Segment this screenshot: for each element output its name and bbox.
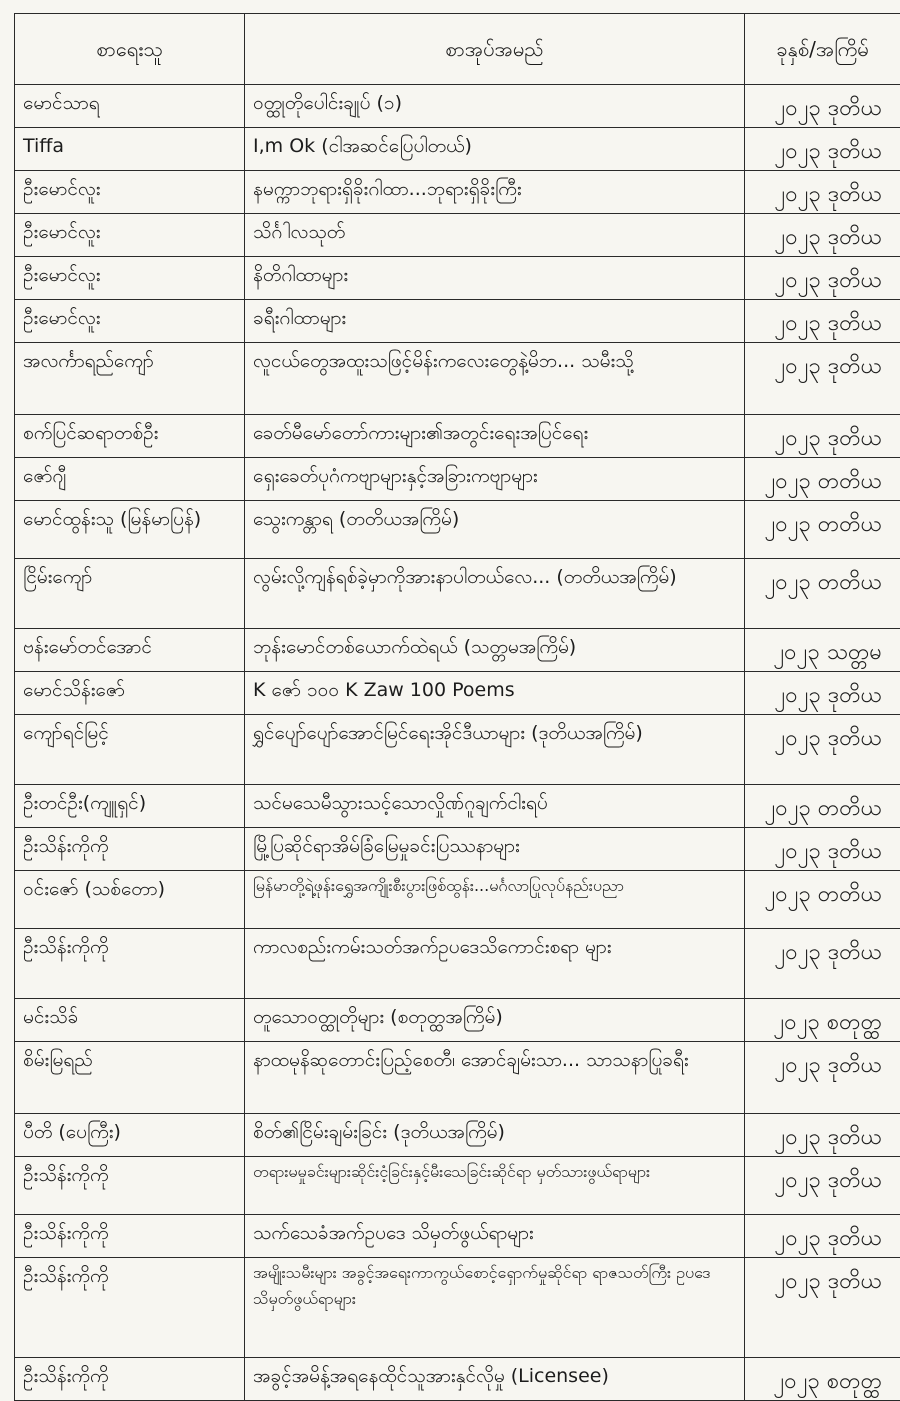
- table-row: [15, 1042, 900, 1114]
- author-cell: ဦးမောင်လူး: [15, 214, 245, 257]
- table-row: [15, 715, 900, 785]
- edition-cell: ၂၀၂၃ ဒုတိယ: [745, 929, 900, 999]
- table-row: [15, 629, 900, 672]
- title-cell: ကာလစည်းကမ်းသတ်အက်ဥပဒေသိကောင်းစရာ များ: [245, 929, 745, 999]
- header-row: [15, 14, 900, 85]
- author-cell: မောင်သိန်းဇော်: [15, 672, 245, 715]
- edition-cell: ၂၀၂၃ ဒုတိယ: [745, 1114, 900, 1157]
- title-cell: သွေးကန္တာရ (တတိယအကြိမ်): [245, 501, 745, 559]
- edition-cell: ၂၀၂၃ တတိယ: [745, 458, 900, 501]
- author-cell: ဦးသိန်းကိုကို: [15, 1358, 245, 1401]
- table-row: [15, 501, 900, 559]
- title-cell: ဘုန်းမောင်တစ်ယောက်ထဲရယ် (သတ္တမအကြိမ်): [245, 629, 745, 672]
- edition-cell: ၂၀၂၃ တတိယ: [745, 559, 900, 629]
- author-cell: ငြိမ်းကျော်: [15, 559, 245, 629]
- title-cell: တူသောဝတ္ထုတိုများ (စတုတ္ထအကြိမ်): [245, 999, 745, 1042]
- edition-cell: ၂၀၂၃ ဒုတိယ: [745, 715, 900, 785]
- edition-cell: ၂၀၂၃ တတိယ: [745, 501, 900, 559]
- title-cell: အခွင့်အမိန့်အရနေထိုင်သူအားနှင်လိုမှု (Licensee): [245, 1358, 745, 1401]
- table-row: [15, 1258, 900, 1358]
- title-cell: K ဇော် ၁၀၀ K Zaw 100 Poems: [245, 672, 745, 715]
- table-row: [15, 415, 900, 458]
- title-cell: လူငယ်တွေအထူးသဖြင့်မိန်းကလေးတွေနဲ့မိဘ... သမီးသို့: [245, 343, 745, 415]
- author-cell: ဦးသိန်းကိုကို: [15, 929, 245, 999]
- author-cell: ဝင်းဇော် (သစ်တော): [15, 871, 245, 929]
- author-cell: Tiffa: [15, 128, 245, 171]
- table-row: [15, 929, 900, 999]
- title-cell: ခရီးဂါထာများ: [245, 300, 745, 343]
- title-cell: သိင်္ဂါလသုတ်: [245, 214, 745, 257]
- author-cell: ဦးမောင်လူး: [15, 300, 245, 343]
- table-row: [15, 214, 900, 257]
- title-cell: လွမ်းလို့ကျန်ရစ်ခဲ့မှာကိုအားနာပါတယ်လေ... (တတိယအကြိမ်): [245, 559, 745, 629]
- table-row: [15, 672, 900, 715]
- author-cell: မောင်သာရ: [15, 85, 245, 128]
- edition-cell: ၂၀၂၃ ဒုတိယ: [745, 300, 900, 343]
- title-cell: နာထမုနိဆုတောင်းပြည့်စေတီ၊ အောင်ချမ်းသာ... သာသနာပြုခရီး: [245, 1042, 745, 1114]
- table-row: [15, 785, 900, 828]
- header-title: စာအုပ်အမည်: [245, 14, 745, 85]
- title-cell: ရှေးခေတ်ပုဂံကဗျာများနှင့်အခြားကဗျာများ: [245, 458, 745, 501]
- table-row: [15, 1358, 900, 1401]
- author-cell: မင်းသိခ်: [15, 999, 245, 1042]
- edition-cell: ၂၀၂၃ စတုတ္ထ: [745, 1358, 900, 1401]
- author-cell: ဦးတင်ဦး(ကျူရှင်): [15, 785, 245, 828]
- table-row: [15, 1157, 900, 1215]
- table-row: [15, 85, 900, 128]
- title-cell: I,m Ok (ငါအဆင်ပြေပါတယ်): [245, 128, 745, 171]
- edition-cell: ၂၀၂၃ ဒုတိယ: [745, 128, 900, 171]
- edition-cell: ၂၀၂၃ ဒုတိယ: [745, 257, 900, 300]
- edition-cell: ၂၀၂၃ ဒုတိယ: [745, 828, 900, 871]
- title-cell: နမက္ကာဘုရားရှိခိုးဂါထာ...ဘုရားရှိခိုးကြီး: [245, 171, 745, 214]
- edition-cell: ၂၀၂၃ ဒုတိယ: [745, 1215, 900, 1258]
- table-row: [15, 458, 900, 501]
- document-page: [14, 13, 900, 1401]
- table-row: [15, 999, 900, 1042]
- author-cell: ကျော်ရင်မြင့်: [15, 715, 245, 785]
- header-author: စာရေးသူ: [15, 14, 245, 85]
- edition-cell: ၂၀၂၃ ဒုတိယ: [745, 1258, 900, 1358]
- table-row: [15, 828, 900, 871]
- table-row: [15, 871, 900, 929]
- table-row: [15, 128, 900, 171]
- author-cell: ပီတိ (ပေကြီး): [15, 1114, 245, 1157]
- edition-cell: ၂၀၂၃ ဒုတိယ: [745, 171, 900, 214]
- edition-cell: ၂၀၂၃ တတိယ: [745, 871, 900, 929]
- book-list-table: [14, 13, 900, 1401]
- edition-cell: ၂၀၂၃ ဒုတိယ: [745, 1157, 900, 1215]
- title-cell: နိတိဂါထာများ: [245, 257, 745, 300]
- table-row: [15, 257, 900, 300]
- author-cell: ဦးမောင်လူး: [15, 257, 245, 300]
- author-cell: စက်ပြင်ဆရာတစ်ဦး: [15, 415, 245, 458]
- title-cell: သင်မသေမီသွားသင့်သောလှိုဏ်ဂူချက်ငါးရပ်: [245, 785, 745, 828]
- author-cell: ဦးမောင်လူး: [15, 171, 245, 214]
- title-cell: သက်သေခံအက်ဥပဒေ သိမှတ်ဖွယ်ရာများ: [245, 1215, 745, 1258]
- author-cell: မောင်ထွန်းသူ (မြန်မာပြန်): [15, 501, 245, 559]
- title-cell: ဝတ္ထုတိုပေါင်းချုပ် (၁): [245, 85, 745, 128]
- table-row: [15, 171, 900, 214]
- author-cell: အလင်္ကာရည်ကျော်: [15, 343, 245, 415]
- title-cell: ခေတ်မီမော်တော်ကားများ၏အတွင်းရေးအပြင်ရေး: [245, 415, 745, 458]
- author-cell: ဦးသိန်းကိုကို: [15, 1215, 245, 1258]
- edition-cell: ၂၀၂၃ ဒုတိယ: [745, 343, 900, 415]
- edition-cell: ၂၀၂၃ ဒုတိယ: [745, 85, 900, 128]
- author-cell: ဇော်ဂျီ: [15, 458, 245, 501]
- title-cell: မြန်မာတို့ရဲ့ဖုန်းရွှေအကျိုးစီးပွားဖြစ်ထွန်း...မင်္ဂလာပြုလုပ်နည်းပညာ: [245, 871, 745, 929]
- title-cell: ရွှင်ပျော်ပျော်အောင်မြင်ရေးအိုင်ဒီယာများ (ဒုတိယအကြိမ်): [245, 715, 745, 785]
- edition-cell: ၂၀၂၃ စတုတ္ထ: [745, 999, 900, 1042]
- table-row: [15, 1114, 900, 1157]
- author-cell: ဗန်းမော်တင်အောင်: [15, 629, 245, 672]
- edition-cell: ၂၀၂၃ တတိယ: [745, 785, 900, 828]
- title-cell: အမျိုးသမီးများ အခွင့်အရေးကာကွယ်စောင့်ရှောက်မှုဆိုင်ရာ ရာဇသတ်ကြီး ဥပဒေသိမှတ်ဖွယ်ရာများ: [245, 1258, 745, 1358]
- title-cell: တရားမမှုခင်းများဆိုင်းငံ့ခြင်းနှင့်မီးသေခြင်းဆိုင်ရာ မှတ်သားဖွယ်ရာများ: [245, 1157, 745, 1215]
- edition-cell: ၂၀၂၃ ဒုတိယ: [745, 1042, 900, 1114]
- table-row: [15, 559, 900, 629]
- table-row: [15, 1215, 900, 1258]
- title-cell: မြို့ပြဆိုင်ရာအိမ်ခြံမြေမှုခင်းပြဿနာများ: [245, 828, 745, 871]
- header-edition: ခုနှစ်/အကြိမ်: [745, 14, 900, 85]
- table-row: [15, 300, 900, 343]
- table-row: [15, 343, 900, 415]
- author-cell: ဦးသိန်းကိုကို: [15, 1157, 245, 1215]
- edition-cell: ၂၀၂၃ ဒုတိယ: [745, 672, 900, 715]
- title-cell: စိတ်၏ငြိမ်းချမ်းခြင်း (ဒုတိယအကြိမ်): [245, 1114, 745, 1157]
- edition-cell: ၂၀၂၃ ဒုတိယ: [745, 214, 900, 257]
- author-cell: ဦးသိန်းကိုကို: [15, 1258, 245, 1358]
- edition-cell: ၂၀၂၃ သတ္တမ: [745, 629, 900, 672]
- author-cell: စိမ်းမြရည်: [15, 1042, 245, 1114]
- author-cell: ဦးသိန်းကိုကို: [15, 828, 245, 871]
- edition-cell: ၂၀၂၃ ဒုတိယ: [745, 415, 900, 458]
